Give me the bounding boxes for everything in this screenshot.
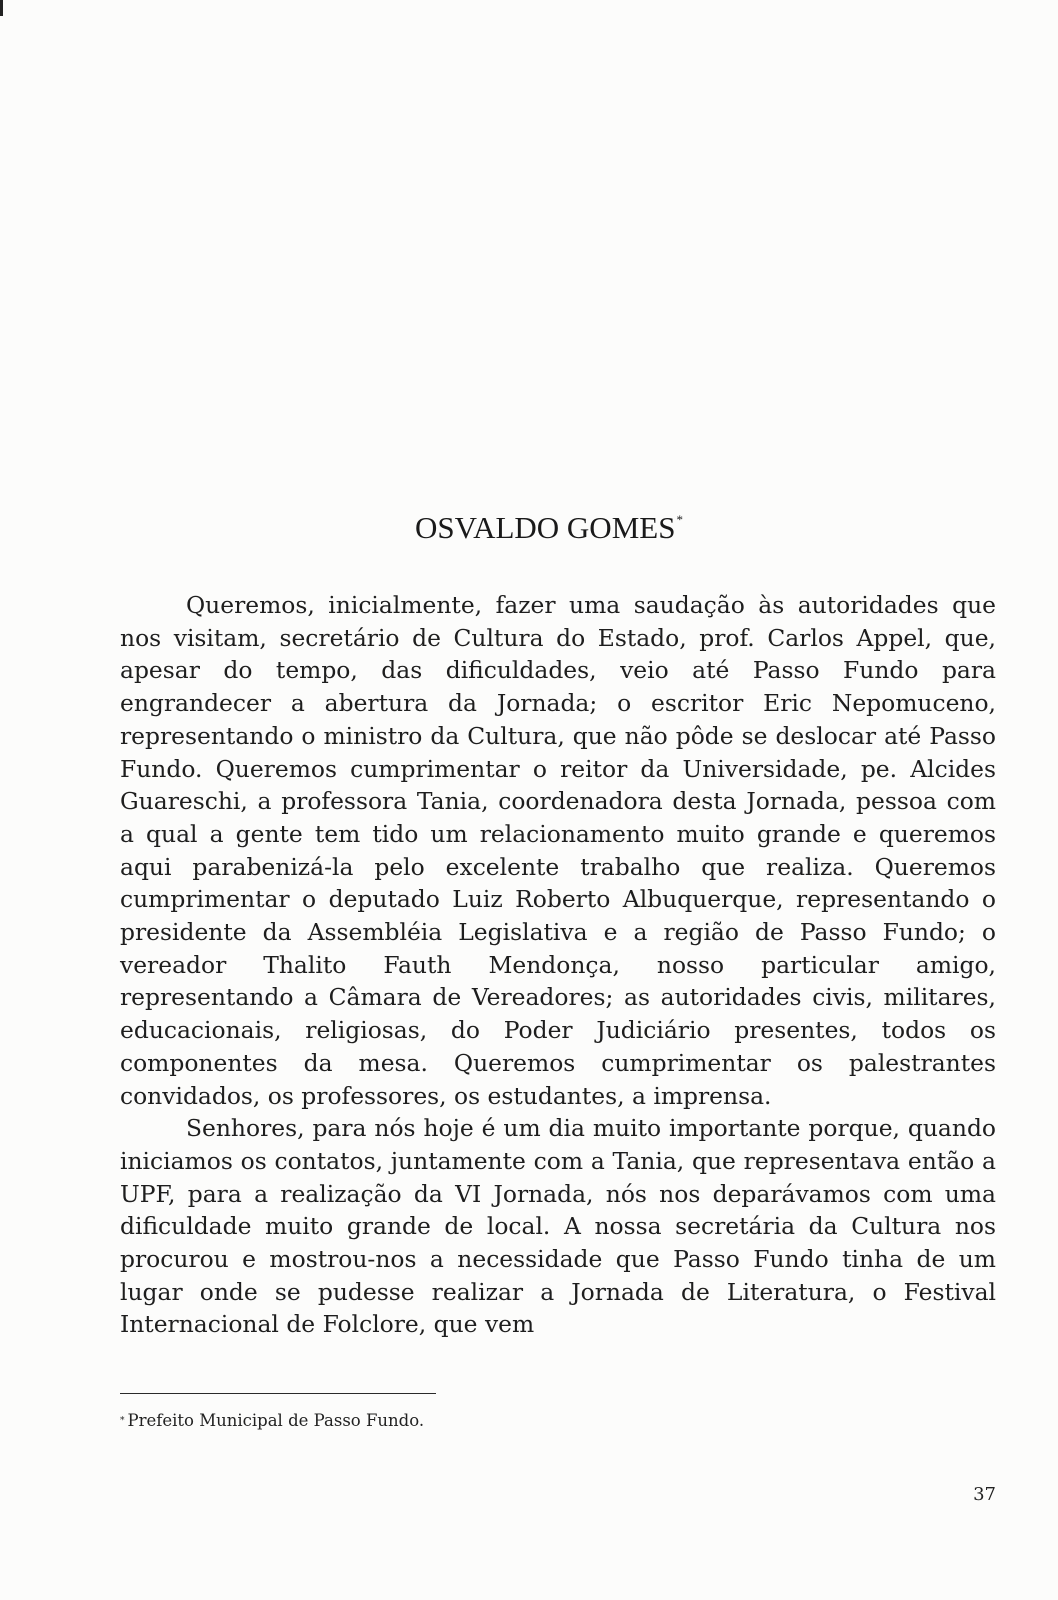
scan-edge-mark [0, 0, 3, 16]
paragraph-2: Senhores, para nós hoje é um dia muito importante porque, quando iniciamos os contatos, juntamente com a Tania, que representava então a UPF, para a realização da VI Jornada, nós nos deparávamos com uma dificuldade muito grande de local. A nossa secretária da Cultura nos procurou e mostrou-nos a necessidade que Passo Fundo tinha de um lugar onde se pudesse realizar a Jornada de Literatura, o Festival Internacional de Folclore, que vem [120, 1114, 996, 1339]
footnote-text: Prefeito Municipal de Passo Fundo. [127, 1411, 425, 1430]
page-title [0, 510, 1058, 546]
footnote-marker: * [120, 1416, 125, 1426]
body-text [120, 589, 996, 1341]
title-text: OSVALDO GOMES [415, 510, 676, 545]
paragraph-1: Queremos, inicialmente, fazer uma saudação às autoridades que nos visitam, secretário de Cultura do Estado, prof. Carlos Appel, que, apesar do tempo, das dificuldades, veio até Passo Fundo para engrandecer a abertura da Jornada; o escritor Eric Nepomuceno, representando o ministro da Cultura, que não pôde se deslocar até Passo Fundo. Queremos cumprimentar o reitor da Universidade, pe. Alcides Guareschi, a professora Tania, coordenadora desta Jornada, pessoa com a qual a gente tem tido um relacionamento muito grande e queremos aqui parabenizá-la pelo excelente trabalho que realiza. Queremos cumprimentar o deputado Luiz Roberto Albuquerque, representando o presidente da Assembléia Legislativa e a região de Passo Fundo; o vereador Thalito Fauth Mendonça, nosso particular amigo, representando a Câmara de Vereadores; as autoridades civis, militares, educacionais, religiosas, do Poder Judiciário presentes, todos os componentes da mesa. Queremos cumprimentar os palestrantes convidados, os professores, os estudantes, a imprensa. [120, 591, 996, 1110]
title-footnote-marker: * [676, 512, 683, 527]
page-number: 37 [973, 1484, 996, 1505]
footnote [120, 1410, 424, 1432]
footnote-divider [120, 1393, 436, 1394]
